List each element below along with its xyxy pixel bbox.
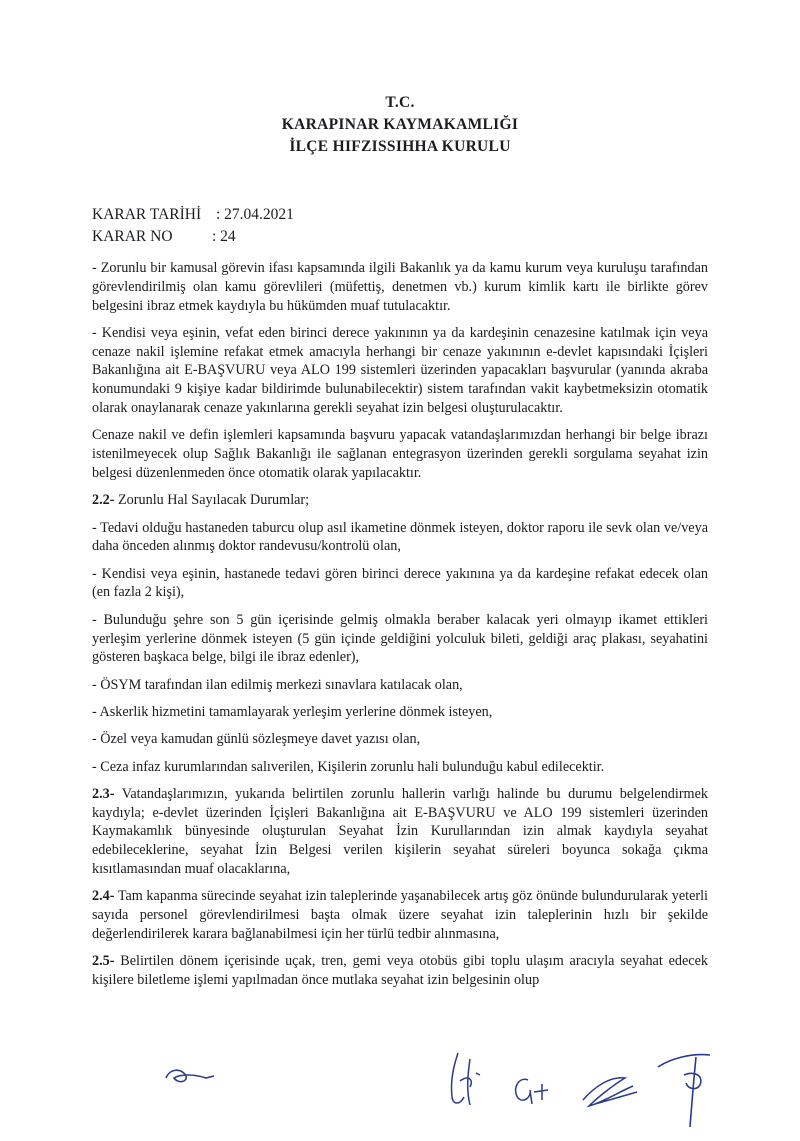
paragraph (92, 611, 708, 667)
decision-no-label: KARAR NO (92, 228, 173, 245)
paragraph (92, 730, 708, 749)
paragraph-text: - Tedavi olduğu hastaneden taburcu olup asıl ikametine dönmek isteyen, doktor raporu ile sevk olan ve/veya daha önceden alınmış doktor randevusu/kontrolü olan, (92, 519, 708, 555)
paragraph-text: - Zorunlu bir kamusal görevin ifası kapsamında ilgili Bakanlık ya da kamu kurum veya kuruluşu tarafından görevlendirilmiş olan kamu görevlileri (müfettiş, denetmen vb.) kurum kimlik kartı ile birlikte görev belgesini ibraz etmek kaydıyla bu hükümden muaf tutulacaktır. (92, 260, 708, 314)
decision-date-label: KARAR TARİHİ (92, 206, 202, 223)
paragraph (92, 491, 708, 510)
paragraph (92, 519, 708, 557)
paragraph (92, 703, 708, 722)
signature-3 (508, 1070, 558, 1110)
paragraph (92, 259, 708, 315)
paragraph (92, 758, 708, 777)
header-institution: KARAPINAR KAYMAKAMLIĞI (281, 116, 519, 133)
section-number: 2.5- (92, 953, 115, 970)
paragraph-text: Tam kapanma sürecinde seyahat izin taleplerinde yaşanabilecek artış göz önünde bulundurularak yeterli sayıda personel görevlendirilmesi başta olmak üzere seyahat izin taleplerinin hızlı bir şekilde değerlendirilerek karara bağlanabilmesi için her türlü tedbir alınmasına, (92, 888, 708, 942)
decision-date-value: : 27.04.2021 (216, 206, 294, 223)
paragraph (92, 426, 708, 482)
paragraph-text: - Kendisi veya eşinin, hastanede tedavi gören birinci derece yakınına ya da kardeşine refakat edecek olan (en fazla 2 kişi), (92, 565, 708, 601)
paragraph-text: Cenaze nakil ve defin işlemleri kapsamında başvuru yapacak vatandaşlarımızdan herhangi bir belge ibrazı istenilmeyecek olup Sağlık Bakanlığı ile sağlanan entegrasyon üzerinden gerekli sorgulama seyahat izin belgesi düzenlenmeden önce otomatik olarak yapılacaktır. (92, 427, 708, 481)
header-board: İLÇE HIFZISSIHHA KURULU (289, 138, 511, 155)
section-number: 2.3- (92, 785, 115, 802)
paragraph-text: Zorunlu Hal Sayılacak Durumlar; (114, 492, 310, 509)
signature-4 (575, 1066, 645, 1116)
paragraph-text: - ÖSYM tarafından ilan edilmiş merkezi sınavlara katılacak olan, (92, 676, 463, 693)
decision-no-value: : 24 (212, 228, 236, 245)
paragraph-text: - Kendisi veya eşinin, vefat eden birinci derece yakınının ya da kardeşinin cenazesine katılmak için veya cenaze nakil işlemine refakat etmek amacıyla herhangi bir cenaze yakınının e-devlet kapısındaki İçişleri Bakanlığına ait E-BAŞVURU veya ALO 199 sistemleri üzerinden yapacakları başvurular (yanında akraba konumundaki 9 kişiye kadar bildirimde bulunabilecektir) sistem tarafından vakit kaybetmeksizin otomatik olarak onaylanarak cenaze yakınlarına gerekli seyahat izin belgesi oluşturulacaktır. (92, 324, 708, 417)
decision-meta (92, 204, 294, 248)
paragraph-text: - Askerlik hizmetini tamamlayarak yerleşim yerlerine dönmek isteyen, (92, 703, 493, 720)
section-number: 2.4- (92, 888, 115, 905)
paragraph (92, 324, 708, 418)
decision-no-row (92, 226, 294, 248)
section-number: 2.2- (92, 492, 115, 509)
signature-5 (650, 1045, 720, 1135)
paragraph-text: Vatandaşlarımızın, yukarıda belirtilen zorunlu hallerin varlığı halinde bu durumu belgelendirmek kaydıyla; e-devlet üzerinden İçişleri Bakanlığına ait E-BAŞVURU ve ALO 199 sistemleri üzerinden Kaymakamlık bünyesinde oluşturulan Seyahat İzin Kurullarından izin almak kaydıyla seyahat edebileceklerine, seyahat İzin Belgesi verilen kişilerin seyahat süreleri boyunca sokağa çıkma kısıtlamasından muaf olacaklarına, (92, 785, 708, 878)
document-header (0, 92, 800, 158)
paragraph (92, 952, 708, 990)
signature-1 (160, 1060, 220, 1090)
decision-date-row (92, 204, 294, 226)
paragraph-text: - Bulunduğu şehre son 5 gün içerisinde gelmiş olmakla beraber kalacak yeri olmayıp ikamet ettikleri yerleşim yerlerine dönmek isteyen (5 gün içinde geldiğini yolculuk bileti, geldiği araç plakası, seyahatini gösteren başkaca belge, bilgi ile ibraz edenler), (92, 611, 708, 666)
paragraph (92, 887, 708, 943)
paragraph-text: - Ceza infaz kurumlarından salıverilen, Kişilerin zorunlu hali bulunduğu kabul edilecektir. (92, 758, 605, 775)
paragraph-text: Belirtilen dönem içerisinde uçak, tren, gemi veya otobüs gibi toplu ulaşım aracıyla seyahat edecek kişilere biletleme işlemi yapılmadan önce mutlaka seyahat izin belgesinin olup (92, 953, 708, 988)
document-body (92, 259, 708, 998)
paragraph (92, 676, 708, 695)
paragraph (92, 565, 708, 603)
signature-2 (440, 1045, 490, 1115)
paragraph (92, 785, 708, 879)
paragraph-text: - Özel veya kamudan günlü sözleşmeye davet yazısı olan, (92, 731, 421, 748)
header-country: T.C. (385, 94, 415, 111)
